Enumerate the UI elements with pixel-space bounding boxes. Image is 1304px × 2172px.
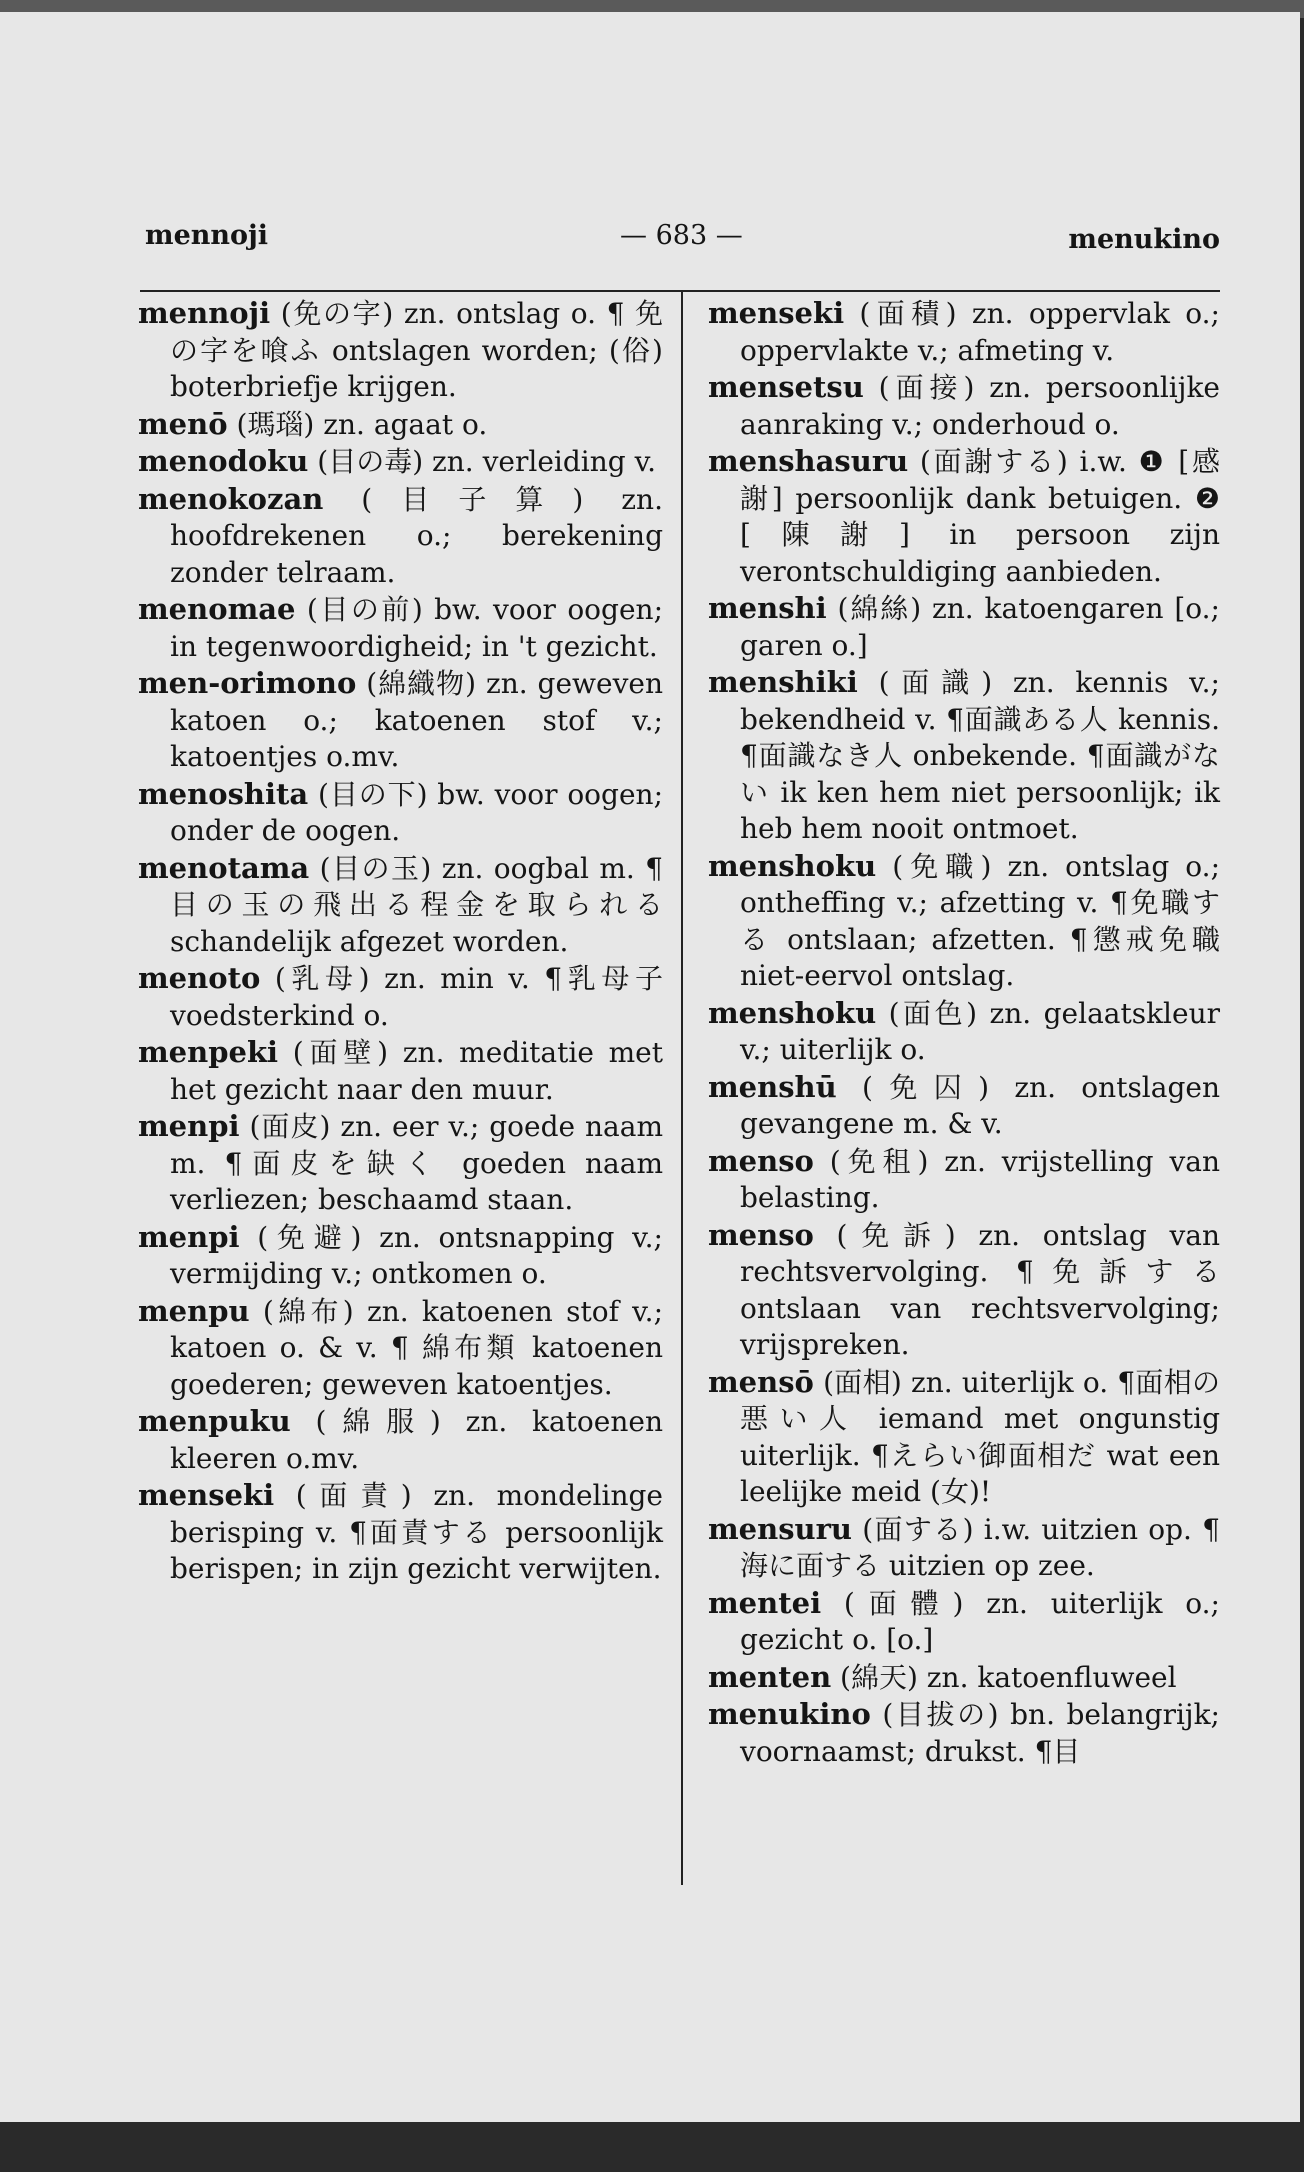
dictionary-entry bbox=[138, 665, 663, 776]
entry-definition: (目の前) bw. voor oogen; in tegenwoordigheid; in 't gezicht. bbox=[170, 593, 663, 663]
dictionary-entry bbox=[138, 443, 663, 481]
dictionary-entry bbox=[138, 295, 663, 406]
entry-headword: menpi bbox=[138, 1219, 240, 1254]
entry-headword: menpuku bbox=[138, 1404, 291, 1438]
entry-definition: (面する) i.w. uitzien op. ¶海に面する uitzien op zee. bbox=[740, 1512, 1220, 1582]
dictionary-entry bbox=[708, 1659, 1220, 1697]
entry-definition: (免囚) zn. ontslagen gevangene m. & v. bbox=[740, 1070, 1220, 1140]
entry-definition: (綿天) zn. katoenfluweel bbox=[831, 1660, 1177, 1694]
header-rule bbox=[140, 290, 1220, 292]
entry-headword: menoto bbox=[138, 961, 261, 995]
page-number: — 683 — bbox=[620, 220, 743, 251]
entry-headword: menpi bbox=[138, 1109, 240, 1143]
entry-headword: menten bbox=[708, 1659, 832, 1694]
entry-definition: (目の下) bw. voor oogen; onder de oogen. bbox=[170, 777, 663, 847]
dictionary-entry bbox=[708, 1585, 1220, 1659]
dictionary-entry bbox=[138, 1108, 663, 1219]
entry-definition: (目拔の) bn. belangrijk; voornaamst; drukst. ¶目 bbox=[740, 1698, 1220, 1768]
entry-headword: menotama bbox=[138, 850, 310, 885]
entry-definition: (免租) zn. vrijstelling van belasting. bbox=[740, 1144, 1220, 1214]
dictionary-entry bbox=[708, 1364, 1220, 1511]
dictionary-entry bbox=[708, 1143, 1220, 1217]
entry-headword: menukino bbox=[708, 1697, 871, 1731]
dictionary-entry bbox=[138, 850, 663, 961]
guide-word-right: menukino bbox=[1068, 224, 1220, 255]
column-divider bbox=[681, 290, 683, 1885]
dictionary-entry bbox=[138, 776, 663, 850]
running-head bbox=[145, 220, 1220, 260]
entry-headword: menpu bbox=[138, 1293, 250, 1328]
entry-headword: menshiki bbox=[708, 665, 858, 699]
entry-definition: (乳母) zn. min v. ¶乳母子 voedsterkind o. bbox=[170, 962, 663, 1032]
dictionary-entry bbox=[708, 443, 1220, 590]
dictionary-entry bbox=[138, 481, 663, 592]
entry-headword: mensetsu bbox=[708, 370, 864, 404]
dictionary-entry bbox=[708, 1217, 1220, 1364]
entry-definition: (面體) zn. uiterlijk o.; gezicht o. [o.] bbox=[740, 1586, 1220, 1656]
guide-word-left: mennoji bbox=[145, 220, 269, 251]
dictionary-entry bbox=[138, 1477, 663, 1588]
entry-headword: menodoku bbox=[138, 444, 309, 478]
entry-headword: menoshita bbox=[138, 776, 309, 811]
entry-headword: menshoku bbox=[708, 995, 877, 1030]
dictionary-entry bbox=[708, 295, 1220, 369]
dictionary-entry bbox=[138, 1293, 663, 1404]
dictionary-entry bbox=[138, 591, 663, 665]
entry-headword: menso bbox=[708, 1217, 814, 1252]
entry-headword: menshū bbox=[708, 1069, 837, 1104]
dictionary-entry bbox=[708, 995, 1220, 1069]
dictionary-entry bbox=[708, 590, 1220, 664]
entry-definition: (綿服) zn. katoenen kleeren o.mv. bbox=[170, 1405, 663, 1475]
entry-headword: menshasuru bbox=[708, 444, 909, 478]
entry-definition: (面相) zn. uiterlijk o. ¶面相の悪い人 iemand met ongunstig uiterlijk. ¶えらい御面相だ wat een leelijke meid (女)! bbox=[740, 1365, 1220, 1508]
dictionary-entry bbox=[138, 960, 663, 1034]
entry-definition: (面皮) zn. eer v.; goede naam m. ¶面皮を缺く goeden naam verliezen; beschaamd staan. bbox=[170, 1110, 663, 1216]
entry-headword: menō bbox=[138, 406, 228, 441]
dictionary-entry bbox=[138, 1219, 663, 1293]
entry-headword: mensō bbox=[708, 1364, 814, 1399]
dictionary-entry bbox=[708, 664, 1220, 848]
dictionary-entry bbox=[708, 1069, 1220, 1143]
dictionary-entry bbox=[708, 1511, 1220, 1585]
entry-definition: (綿織物) zn. geweven katoen o.; katoenen stof v.; katoentjes o.mv. bbox=[170, 667, 663, 773]
dictionary-entry bbox=[138, 406, 663, 444]
entry-headword: menseki bbox=[708, 296, 845, 330]
entry-definition: (免職) zn. ontslag o.; ontheffing v.; afzetting v. ¶免職する ontslaan; afzetten. ¶懲戒免職 niet-eervol ontslag. bbox=[740, 849, 1220, 992]
entry-headword: mentei bbox=[708, 1585, 822, 1620]
entry-definition: (面責) zn. mondelinge berisping v. ¶面責する persoonlijk berispen; in zijn gezicht verwijten. bbox=[170, 1479, 663, 1585]
entry-headword: menshi bbox=[708, 591, 827, 625]
entry-definition: (免の字) zn. ontslag o. ¶ 免の字を喰ふ ontslagen worden; (俗) boterbriefje krijgen. bbox=[170, 297, 663, 403]
entry-definition: (目の毒) zn. verleiding v. bbox=[308, 445, 656, 478]
dictionary-entry bbox=[138, 1034, 663, 1108]
entry-definition: (面謝する) i.w. ❶ [感謝] persoonlijk dank betuigen. ❷ [陳謝] in persoon zijn verontschuldiging aanbieden. bbox=[740, 445, 1220, 588]
entry-definition: (面積) zn. oppervlak o.; oppervlakte v.; afmeting v. bbox=[740, 297, 1220, 367]
entry-headword: menso bbox=[708, 1143, 814, 1178]
entry-definition: (免訴) zn. ontslag van rechtsvervolging. ¶免訴する ontslaan van rechtsvervolging; vrijspreken. bbox=[740, 1218, 1220, 1361]
entry-definition: (免避) zn. ontsnapping v.; vermijding v.; ontkomen o. bbox=[170, 1220, 663, 1290]
dictionary-entry bbox=[708, 848, 1220, 995]
entry-definition: (目子算) zn. hoofdrekenen o.; berekening zonder telraam. bbox=[170, 482, 663, 589]
entry-headword: mensuru bbox=[708, 1511, 852, 1546]
entry-definition: (綿布) zn. katoenen stof v.; katoen o. & v. ¶ 綿布類 katoenen goederen; geweven katoentjes. bbox=[170, 1294, 663, 1401]
entry-definition: (面識) zn. kennis v.; bekendheid v. ¶面識ある人 kennis. ¶面識なき人 onbekende. ¶面識がない ik ken hem niet persoonlijk; ik heb hem nooit ontmoet. bbox=[740, 666, 1220, 845]
entry-definition: (瑪瑙) zn. agaat o. bbox=[227, 407, 488, 441]
left-column bbox=[138, 295, 663, 1588]
dictionary-entry bbox=[708, 369, 1220, 443]
entry-definition: (面色) zn. gelaatskleur v.; uiterlijk o. bbox=[740, 996, 1220, 1066]
entry-headword: menokozan bbox=[138, 481, 324, 516]
entry-headword: mennoji bbox=[138, 296, 271, 330]
entry-definition: (面接) zn. persoonlijke aanraking v.; onderhoud o. bbox=[740, 371, 1220, 441]
dictionary-entry bbox=[708, 1696, 1220, 1770]
dictionary-entry bbox=[138, 1403, 663, 1477]
entry-definition: (綿絲) zn. katoengaren [o.; garen o.] bbox=[740, 592, 1220, 662]
entry-headword: men-orimono bbox=[138, 666, 357, 700]
entry-headword: menseki bbox=[138, 1478, 275, 1512]
entry-headword: menomae bbox=[138, 592, 296, 626]
right-column bbox=[708, 295, 1220, 1770]
entry-definition: (面壁) zn. meditatie met het gezicht naar den muur. bbox=[170, 1036, 663, 1106]
entry-definition: (目の玉) zn. oogbal m. ¶目の玉の飛出る程金を取られる schandelijk afgezet worden. bbox=[170, 851, 663, 958]
entry-headword: menshoku bbox=[708, 848, 877, 883]
entry-headword: menpeki bbox=[138, 1035, 279, 1069]
